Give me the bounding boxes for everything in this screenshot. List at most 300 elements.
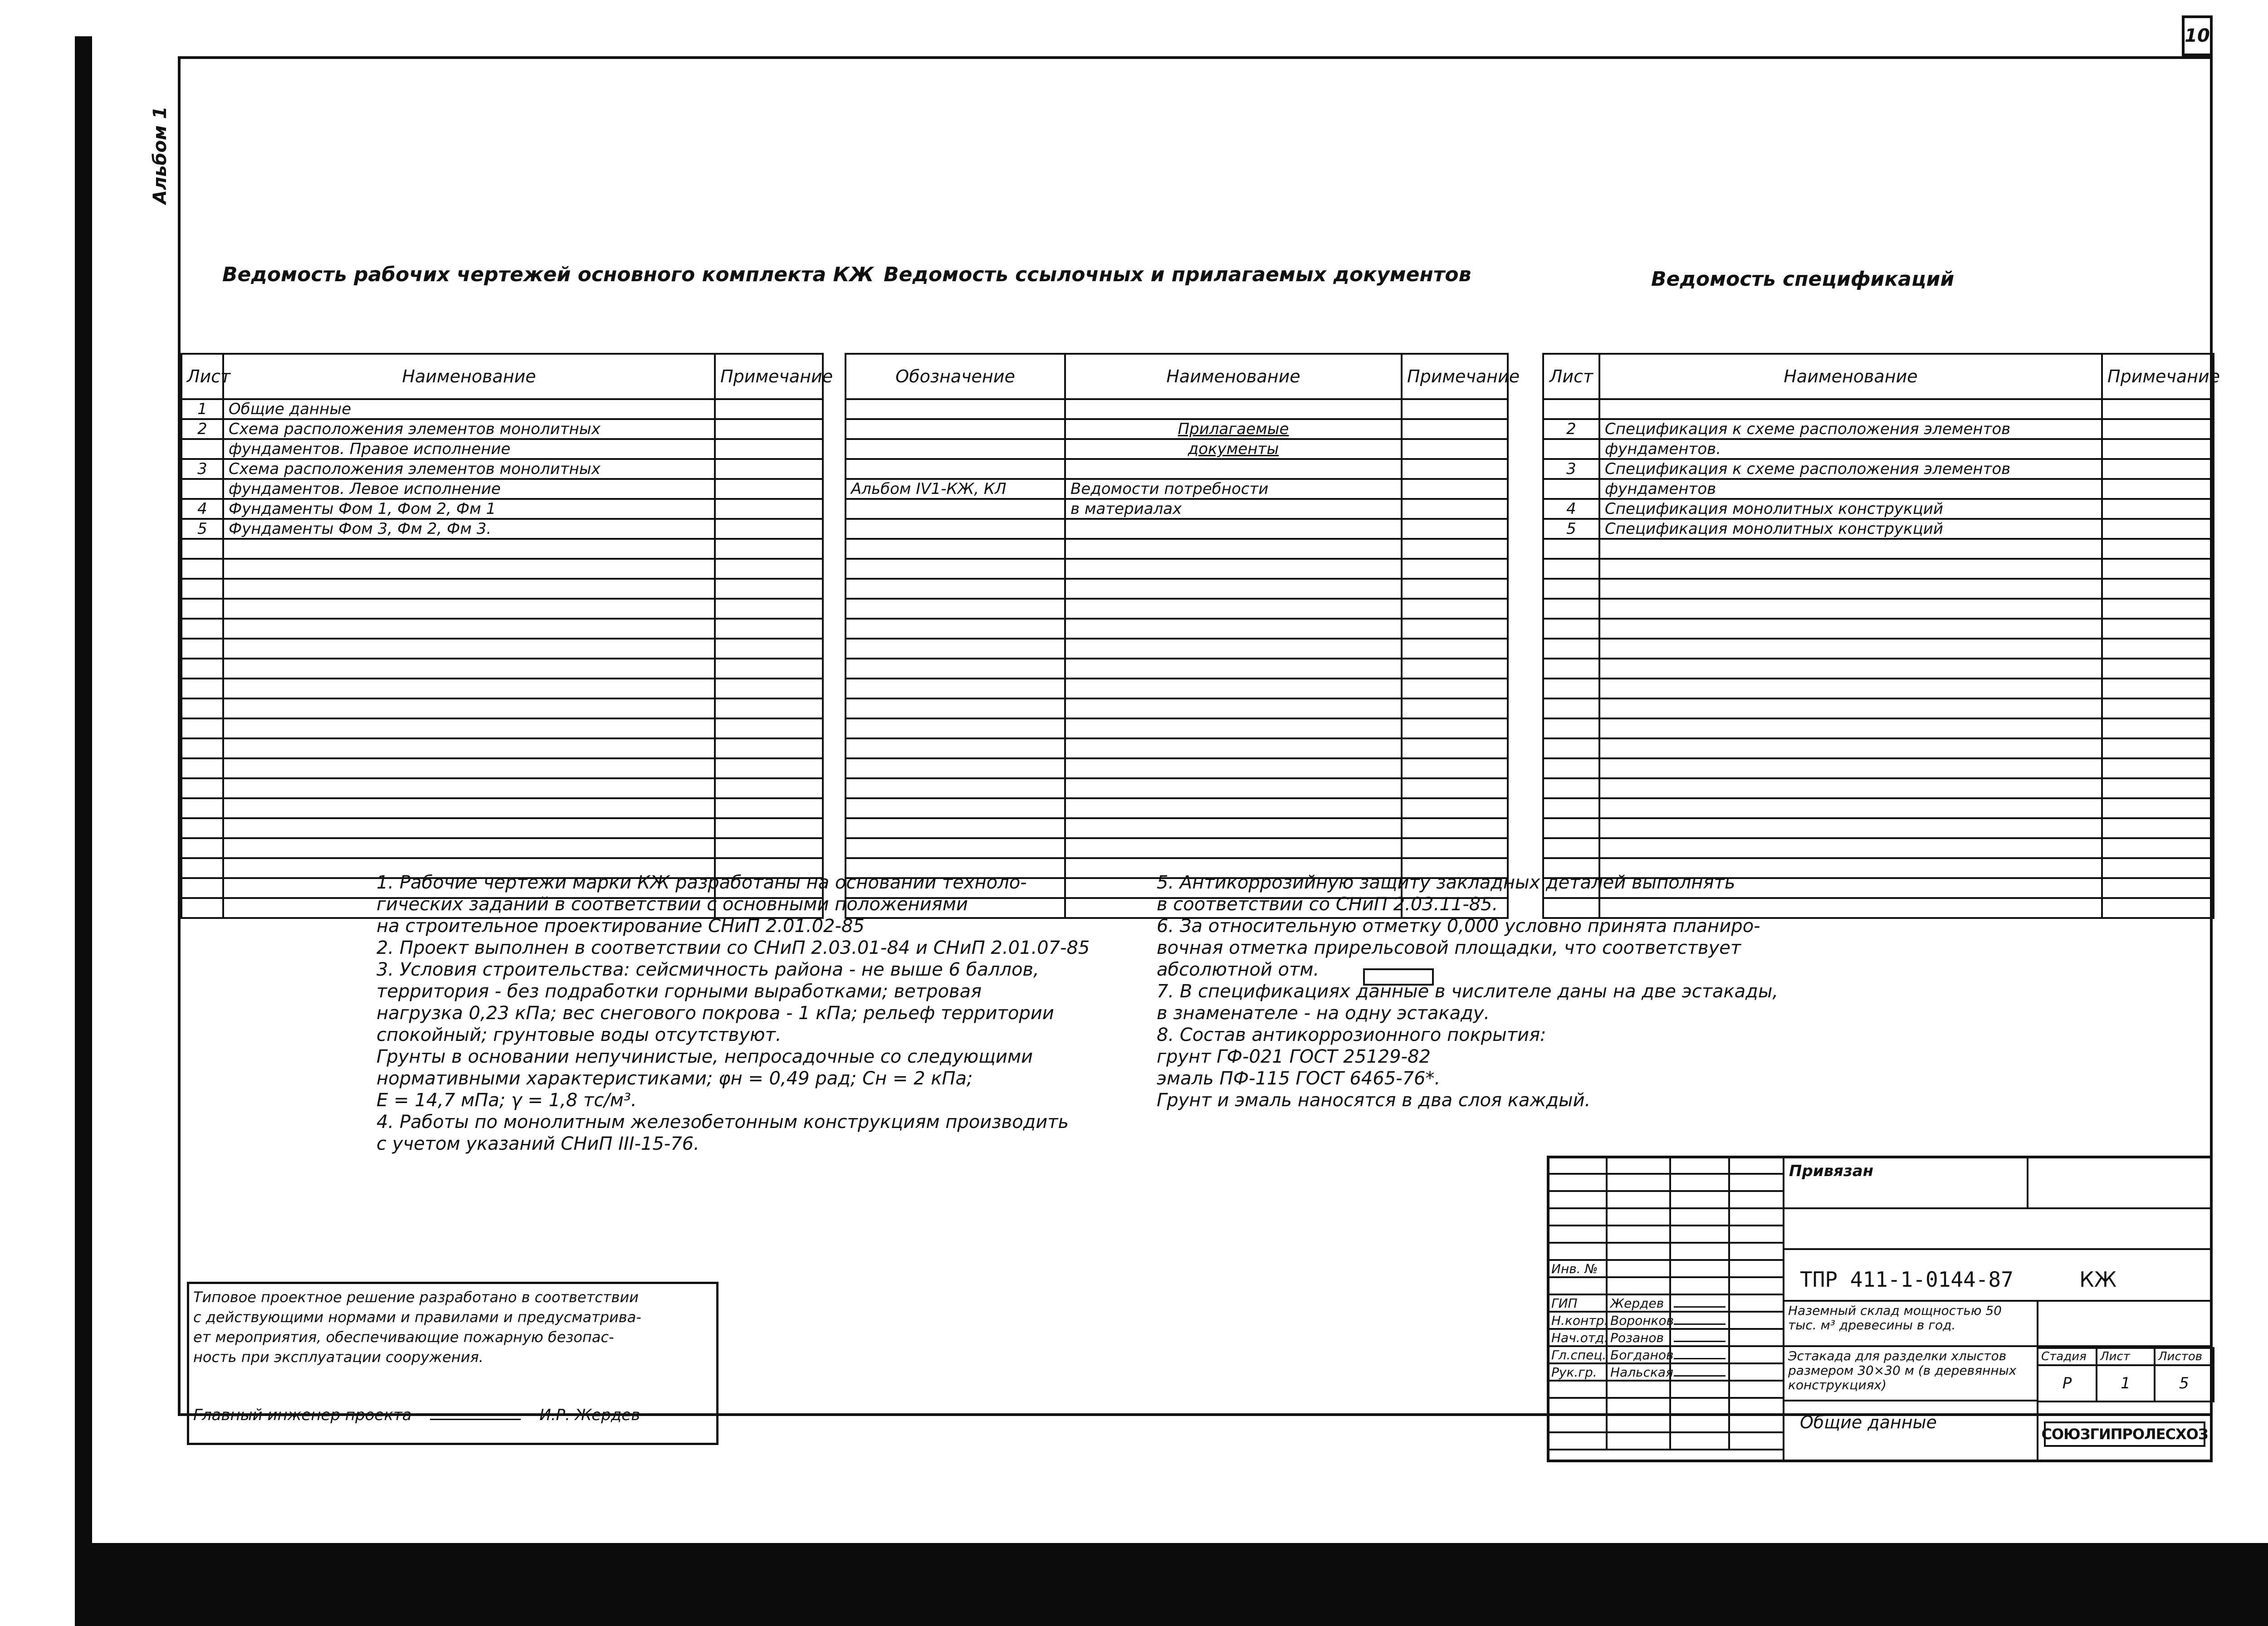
note-line: в знаменателе - на одну эстакаду.: [1157, 1003, 1490, 1024]
stamp-cell: [1548, 1432, 1607, 1450]
scan-bottom-shadow: [86, 1543, 2268, 1626]
table-cell: [181, 579, 223, 599]
stamp-cell: [1607, 1157, 1670, 1174]
table-cell: [1599, 619, 2102, 639]
table-cell: [715, 738, 823, 758]
table-header-row: [1543, 354, 2214, 399]
approval-line: Типовое проектное решение разработано в соответствии: [193, 1289, 639, 1306]
approval-signature-line: [193, 1406, 640, 1424]
table-cell: [1543, 758, 1599, 778]
table-cell: [1543, 539, 1599, 559]
table-cell: [1402, 798, 1508, 818]
table-cell: 4: [1543, 499, 1599, 519]
stamp-cell: [1670, 1415, 1729, 1432]
table-cell: [1599, 539, 2102, 559]
table-cell: [1599, 778, 2102, 798]
table-row: [1543, 798, 2214, 818]
stamp-row: [1548, 1277, 1784, 1294]
table-cell: 4: [181, 499, 223, 519]
signature: [1674, 1350, 1725, 1359]
table-row: [1543, 539, 2214, 559]
table-cell: [846, 519, 1065, 539]
stamp-cell: Н.контр.: [1548, 1312, 1607, 1329]
note-line: грунт ГФ-021 ГОСТ 25129-82: [1157, 1046, 1431, 1067]
table-cell: [715, 798, 823, 818]
table-cell: [1065, 639, 1402, 659]
table-row: [1543, 419, 2214, 439]
table-cell: [846, 738, 1065, 758]
table-cell: [715, 539, 823, 559]
table-cell: Спецификация к схеме расположения элементов: [1599, 459, 2102, 479]
stamp-cell: [1548, 1277, 1607, 1294]
note-line: в соответствии со СНиП 2.03.11-85.: [1157, 894, 1498, 915]
general-notes-right: [1157, 872, 1778, 1111]
table-cell: [181, 878, 223, 898]
table-cell: [846, 439, 1065, 459]
stamp-cell: Воронков: [1607, 1312, 1670, 1329]
table-cell: [1543, 838, 1599, 858]
table-row: [1543, 718, 2214, 738]
document-code: ТПР 411-1-0144-87: [1800, 1267, 2014, 1292]
table-cell: фундаментов.: [1599, 439, 2102, 459]
note-line: с учетом указаний СНиП III-15-76.: [376, 1133, 699, 1154]
stamp-cell: [1548, 1381, 1607, 1398]
table-cell: [181, 619, 223, 639]
table-cell: [181, 738, 223, 758]
stage-sheet-table: [2037, 1347, 2214, 1402]
table-cell: [181, 559, 223, 579]
table-row: [846, 838, 1508, 858]
table-cell: [2102, 818, 2214, 838]
table-cell: [1543, 679, 1599, 698]
stamp-cell: [1729, 1398, 1784, 1415]
specs-header-2: Примечание: [2102, 354, 2214, 399]
sheets-label: Листов: [2155, 1348, 2214, 1365]
table-cell: [1402, 539, 1508, 559]
note-line: вочная отметка прирельсовой площадки, что соответствует: [1157, 938, 1741, 958]
table-cell: [715, 519, 823, 539]
table-cell: [223, 798, 715, 818]
code-area: [1783, 1248, 2213, 1302]
heading-drawings: Ведомость рабочих чертежей основного комплекта КЖ: [222, 263, 874, 286]
stamp-cell: [1729, 1157, 1784, 1174]
note-line: Грунт и эмаль наносятся в два слоя каждый.: [1157, 1090, 1591, 1111]
table-row: [181, 539, 823, 559]
table-row: [181, 718, 823, 738]
table-row: [181, 579, 823, 599]
table-cell: [1402, 838, 1508, 858]
stamp-row: [1548, 1381, 1784, 1398]
table-cell: [1402, 459, 1508, 479]
table-cell: [846, 679, 1065, 698]
stamp-cell: ГИП: [1548, 1294, 1607, 1312]
note-line: гических заданий в соответствии с основными положениями: [376, 894, 968, 915]
table-cell: [1065, 579, 1402, 599]
table-cell: [181, 718, 223, 738]
table-row: [846, 559, 1508, 579]
stamp-cell: [1607, 1398, 1670, 1415]
table-row: [181, 479, 823, 499]
table-cell: [1543, 599, 1599, 619]
table-cell: [715, 778, 823, 798]
table-cell: [2102, 898, 2214, 918]
table-cell: [1599, 579, 2102, 599]
stamp-cell: [1548, 1398, 1607, 1415]
note-line: 3. Условия строительства: сейсмичность района - не выше 6 баллов,: [376, 959, 1039, 980]
table-row: [1543, 698, 2214, 718]
table-row: [846, 738, 1508, 758]
bound-divider: [2027, 1156, 2028, 1207]
table-cell: [2102, 579, 2214, 599]
table-cell: [1543, 579, 1599, 599]
stamp-cell: [1729, 1415, 1784, 1432]
table-cell: [223, 639, 715, 659]
stamp-cell: [1548, 1415, 1607, 1432]
table-row: [846, 798, 1508, 818]
table-cell: [846, 659, 1065, 679]
table-cell: 3: [1543, 459, 1599, 479]
stamp-cell: [1670, 1260, 1729, 1277]
table-cell: [846, 539, 1065, 559]
table-cell: [1065, 718, 1402, 738]
table-cell: [2102, 519, 2214, 539]
table-row: [1543, 738, 2214, 758]
table-cell: [1402, 419, 1508, 439]
table-cell: [1065, 838, 1402, 858]
stamp-cell: Нач.отд.: [1548, 1329, 1607, 1346]
stamp-row: [1548, 1191, 1784, 1208]
table-row: [846, 539, 1508, 559]
references-table: [845, 353, 1520, 919]
table-cell: [715, 479, 823, 499]
table-cell: [223, 539, 715, 559]
table-cell: [2102, 419, 2214, 439]
table-cell: [1402, 559, 1508, 579]
table-cell: [181, 439, 223, 459]
table-cell: [1065, 778, 1402, 798]
table-cell: [1402, 499, 1508, 519]
table-cell: [846, 559, 1065, 579]
table-cell: [181, 479, 223, 499]
table-cell: [1065, 519, 1402, 539]
note-line: 2. Проект выполнен в соответствии со СНиП 2.03.01-84 и СНиП 2.01.07-85: [376, 938, 1090, 958]
note-line: 7. В спецификациях данные в числителе даны на две эстакады,: [1157, 981, 1779, 1002]
stamp-cell: [1607, 1208, 1670, 1226]
stamp-cell: [1548, 1157, 1607, 1174]
note-line: эмаль ПФ-115 ГОСТ 6465-76*.: [1157, 1068, 1441, 1089]
stamp-cell: [1670, 1312, 1729, 1329]
table-cell: [181, 698, 223, 718]
table-row: [1543, 818, 2214, 838]
table-row: [846, 679, 1508, 698]
table-cell: [1402, 479, 1508, 499]
stamp-cell: Гл.спец.: [1548, 1346, 1607, 1363]
stamp-row: [1548, 1346, 1784, 1363]
general-notes-left: [376, 872, 1090, 1155]
stamp-row: [1548, 1260, 1784, 1277]
table-cell: [715, 459, 823, 479]
table-row: [1543, 399, 2214, 419]
table-row: [1543, 778, 2214, 798]
note-line: спокойный; грунтовые воды отсутствуют.: [376, 1025, 782, 1045]
stamp-cell: [1729, 1312, 1784, 1329]
stage-value: Р: [2038, 1365, 2097, 1401]
table-cell: [1543, 798, 1599, 818]
sheets-value: 5: [2155, 1365, 2214, 1401]
table-cell: [223, 579, 715, 599]
absolute-elevation-box: [1363, 968, 1434, 986]
table-row: [1543, 679, 2214, 698]
table-cell: [1065, 459, 1402, 479]
table-row: [846, 419, 1508, 439]
stage-label: Стадия: [2038, 1348, 2097, 1365]
stamp-row: [1548, 1174, 1784, 1191]
table-cell: в материалах: [1065, 499, 1402, 519]
stamp-cell: [1670, 1363, 1729, 1381]
sheet-title: Общие данные: [1800, 1412, 1937, 1432]
table-row: [181, 659, 823, 679]
table-cell: [223, 698, 715, 718]
table-row: [846, 599, 1508, 619]
stamp-cell: Нальская: [1607, 1363, 1670, 1381]
table-cell: фундаментов: [1599, 479, 2102, 499]
stamp-cell: [1607, 1415, 1670, 1432]
table-cell: [1402, 579, 1508, 599]
table-row: [181, 459, 823, 479]
table-cell: [715, 499, 823, 519]
table-row: [181, 679, 823, 698]
table-row: [1543, 519, 2214, 539]
table-cell: [1402, 639, 1508, 659]
table-row: [846, 718, 1508, 738]
stamp-cell: [1670, 1398, 1729, 1415]
table-header-row: [846, 354, 1508, 399]
table-cell: [1065, 679, 1402, 698]
table-cell: [2102, 619, 2214, 639]
table-cell: [1599, 599, 2102, 619]
stamp-cell: Жердев: [1607, 1294, 1670, 1312]
table-cell: [1402, 519, 1508, 539]
table-cell: [223, 738, 715, 758]
table-row: [846, 778, 1508, 798]
table-cell: [846, 778, 1065, 798]
table-row: [181, 559, 823, 579]
stamp-cell: [1729, 1329, 1784, 1346]
table-cell: [1402, 599, 1508, 619]
stamp-cell: [1670, 1208, 1729, 1226]
table-cell: [1402, 698, 1508, 718]
table-cell: Альбом IV1-КЖ, КЛ: [846, 479, 1065, 499]
table-cell: [1543, 479, 1599, 499]
table-cell: [1599, 659, 2102, 679]
table-cell: [1402, 818, 1508, 838]
table-cell: [1599, 639, 2102, 659]
table-cell: фундаментов. Правое исполнение: [223, 439, 715, 459]
table-cell: [715, 439, 823, 459]
stamp-cell: Рук.гр.: [1548, 1363, 1607, 1381]
stamp-cell: [1729, 1174, 1784, 1191]
table-row: [181, 639, 823, 659]
references-header-2: Примечание: [1402, 354, 1508, 399]
table-cell: 2: [181, 419, 223, 439]
stamp-row: [1548, 1432, 1784, 1450]
note-line: на строительное проектирование СНиП 2.01.02-85: [376, 916, 865, 937]
table-row: [846, 619, 1508, 639]
table-cell: [1402, 439, 1508, 459]
table-cell: [1065, 559, 1402, 579]
project-desc-extra: [2037, 1302, 2213, 1347]
table-row: [1543, 459, 2214, 479]
references-header-1: Наименование: [1065, 354, 1402, 399]
table-cell: [846, 579, 1065, 599]
table-cell: [715, 659, 823, 679]
table-cell: [715, 818, 823, 838]
table-cell: [1065, 798, 1402, 818]
table-cell: 5: [1543, 519, 1599, 539]
table-cell: [846, 639, 1065, 659]
table-cell: [846, 399, 1065, 419]
table-cell: [223, 778, 715, 798]
table-cell: Ведомости потребности: [1065, 479, 1402, 499]
stamp-cell: [1729, 1208, 1784, 1226]
table-row: [846, 519, 1508, 539]
table-cell: [846, 419, 1065, 439]
stamp-cell: [1548, 1191, 1607, 1208]
table-row: [1543, 599, 2214, 619]
table-cell: [1543, 399, 1599, 419]
stamp-cell: [1729, 1294, 1784, 1312]
table-cell: [846, 499, 1065, 519]
bound-area: [1783, 1156, 2213, 1209]
signature: [1674, 1315, 1725, 1325]
table-cell: [181, 539, 223, 559]
stamp-cell: [1548, 1208, 1607, 1226]
sheet-value: 1: [2097, 1365, 2155, 1401]
stamp-row: [1548, 1157, 1784, 1174]
table-cell: [2102, 858, 2214, 878]
stamp-row: [1548, 1363, 1784, 1381]
table-cell: Схема расположения элементов монолитных: [223, 459, 715, 479]
stamp-cell: Инв. №: [1548, 1260, 1607, 1277]
drawings-table: [181, 353, 833, 919]
drawings-header-1: Наименование: [223, 354, 715, 399]
table-cell: [715, 758, 823, 778]
stamp-cell: [1670, 1243, 1729, 1260]
signer-name: И.Р. Жердев: [539, 1406, 640, 1424]
scan-left-shadow: [75, 36, 92, 1626]
table-cell: Схема расположения элементов монолитных: [223, 419, 715, 439]
table-cell: [2102, 659, 2214, 679]
table-cell: [1402, 619, 1508, 639]
table-cell: [2102, 738, 2214, 758]
table-cell: [2102, 399, 2214, 419]
table-cell: [223, 679, 715, 698]
approval-line: ет мероприятия, обеспечивающие пожарную безопас-: [193, 1328, 614, 1346]
table-cell: [1402, 679, 1508, 698]
table-cell: [715, 619, 823, 639]
table-cell: [2102, 878, 2214, 898]
table-cell: [846, 698, 1065, 718]
sheet-title-area: [1783, 1401, 2037, 1462]
stamp-cell: [1670, 1329, 1729, 1346]
table-cell: [1065, 399, 1402, 419]
table-cell: [1599, 818, 2102, 838]
heading-specs: Ведомость спецификаций: [1651, 268, 1955, 291]
table-row: [181, 778, 823, 798]
table-cell: [1065, 539, 1402, 559]
table-row: [846, 818, 1508, 838]
table-row: [1543, 619, 2214, 639]
table-cell: [846, 838, 1065, 858]
stamp-cell: [1607, 1277, 1670, 1294]
table-cell: [1065, 659, 1402, 679]
heading-references: Ведомость ссылочных и прилагаемых документов: [884, 263, 1471, 286]
table-cell: Спецификация монолитных конструкций: [1599, 499, 2102, 519]
stamp-cell: [1670, 1381, 1729, 1398]
table-cell: [2102, 838, 2214, 858]
table-cell: [223, 559, 715, 579]
table-cell: [1543, 659, 1599, 679]
bound-label: Привязан: [1789, 1162, 1874, 1180]
table-cell: Фундаменты Фом 3, Фм 2, Фм 3.: [223, 519, 715, 539]
note-line: территория - без подработки горными выработками; ветровая: [376, 981, 982, 1002]
table-cell: Общие данные: [223, 399, 715, 419]
stamp-row: [1548, 1243, 1784, 1260]
table-cell: [1599, 838, 2102, 858]
table-row: [1543, 439, 2214, 459]
table-cell: [1543, 639, 1599, 659]
stamp-cell: [1670, 1277, 1729, 1294]
organization: СОЮЗГИПРОЛЕСХОЗ: [2044, 1421, 2205, 1447]
stamp-row: [1548, 1329, 1784, 1346]
stamp-cell: Розанов: [1607, 1329, 1670, 1346]
table-cell: [2102, 439, 2214, 459]
object-description: Эстакада для разделки хлыстов размером 30×30 м (в деревянных конструкциях): [1783, 1347, 2037, 1401]
table-cell: [2102, 798, 2214, 818]
table-row: [181, 758, 823, 778]
stamp-cell: [1607, 1381, 1670, 1398]
table-cell: [181, 758, 223, 778]
stamp-cell: [1670, 1294, 1729, 1312]
table-cell: [223, 599, 715, 619]
specs-header-1: Наименование: [1599, 354, 2102, 399]
stamp-cell: [1607, 1191, 1670, 1208]
note-line: абсолютной отм.: [1157, 959, 1320, 980]
stamp-cell: [1548, 1243, 1607, 1260]
stamp-cell: [1729, 1260, 1784, 1277]
table-cell: [715, 838, 823, 858]
note-line: 6. За относительную отметку 0,000 условно принята планиро-: [1157, 916, 1760, 937]
table-cell: [1599, 698, 2102, 718]
table-row: [181, 738, 823, 758]
specs-table: [1542, 353, 2220, 919]
table-row: [181, 439, 823, 459]
table-cell: [1065, 599, 1402, 619]
table-row: [1543, 639, 2214, 659]
table-cell: [223, 838, 715, 858]
table-cell: 2: [1543, 419, 1599, 439]
project-description: Наземный склад мощностью 50 тыс. м³ древесины в год.: [1783, 1302, 2037, 1347]
title-block-stamp-grid: [1547, 1156, 1784, 1450]
table-row: [181, 798, 823, 818]
table-cell: [846, 619, 1065, 639]
table-cell: [846, 798, 1065, 818]
note-line: нагрузка 0,23 кПа; вес снегового покрова - 1 кПа; рельеф территории: [376, 1003, 1054, 1024]
table-cell: [715, 419, 823, 439]
table-cell: [1402, 399, 1508, 419]
table-cell: [715, 679, 823, 698]
table-cell: 5: [181, 519, 223, 539]
